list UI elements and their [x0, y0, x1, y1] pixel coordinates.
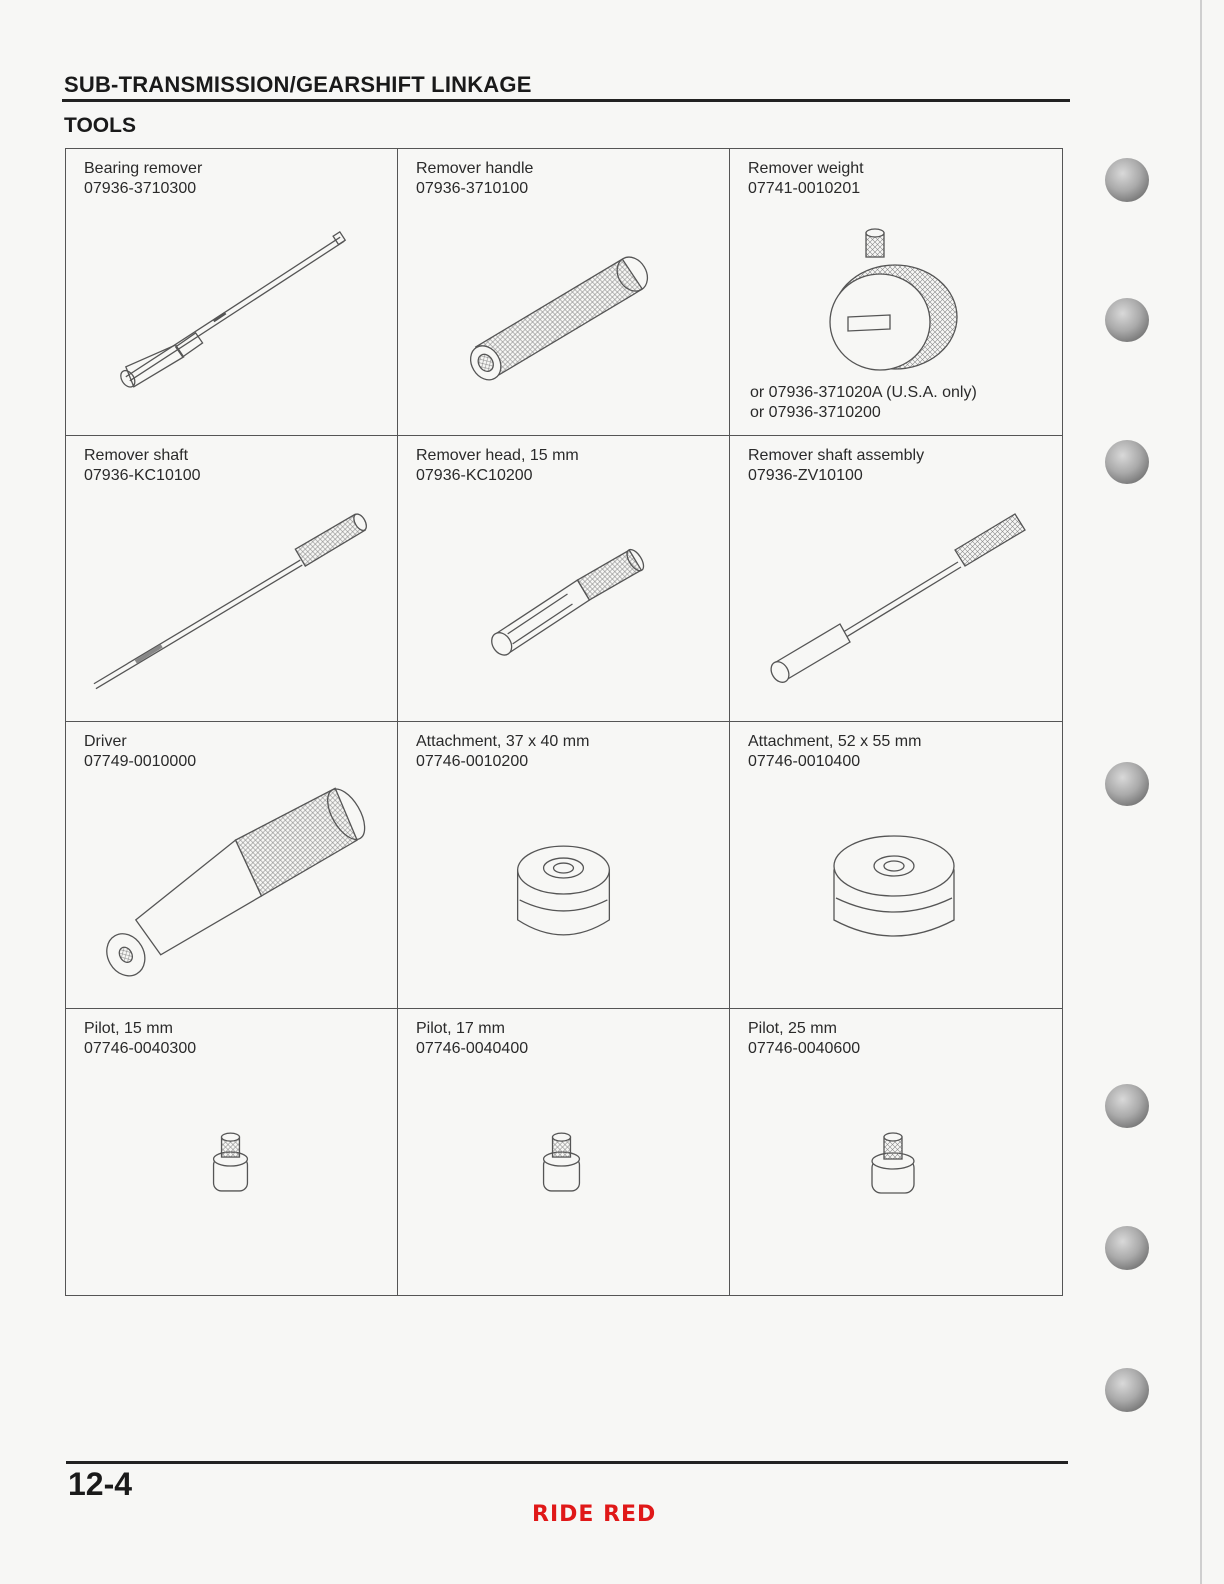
- remover-shaft-drawing: [66, 484, 397, 714]
- tool-cell-remover-head: [398, 436, 730, 723]
- pilot-25-drawing: [730, 1057, 1062, 1287]
- attachment-37x40-drawing: [398, 770, 729, 1000]
- page-edge: [1200, 0, 1202, 1584]
- attachment-52x55-drawing: [730, 770, 1062, 1000]
- tool-name: Remover weight: [748, 160, 864, 177]
- tool-cell-remover-shaft: [66, 436, 398, 723]
- pilot-17-drawing: [398, 1057, 729, 1287]
- tool-number: 07749-0010000: [84, 753, 197, 770]
- tool-name: Pilot, 25 mm: [748, 1019, 837, 1037]
- tool-cell-pilot-25: [730, 1009, 1062, 1296]
- tool-number: 07746-0040400: [416, 1039, 529, 1057]
- tool-number: 07746-0040600: [748, 1039, 861, 1057]
- binder-hole-icon: [1105, 1084, 1149, 1128]
- driver-drawing: [66, 770, 397, 1000]
- remover-handle-drawing: [398, 197, 729, 427]
- tool-name: Remover handle: [416, 160, 534, 177]
- section-title: SUB-TRANSMISSION/GEARSHIFT LINKAGE: [64, 72, 532, 97]
- tool-cell-driver: [66, 722, 398, 1009]
- tool-name: Pilot, 15 mm: [84, 1019, 173, 1037]
- alternative-number: or 07936-3710200: [750, 403, 881, 421]
- footer-rule: [66, 1461, 1068, 1464]
- tool-number: 07741-0010201: [748, 180, 861, 197]
- subsection-title: TOOLS: [64, 114, 136, 137]
- tool-cell-remover-shaft-assembly: [730, 436, 1062, 723]
- tool-number: 07936-KC10200: [416, 466, 533, 484]
- tool-cell-pilot-17: [398, 1009, 730, 1296]
- binder-hole-icon: [1105, 440, 1149, 484]
- tool-name: Bearing remover: [84, 160, 203, 177]
- tool-number: 07746-0040300: [84, 1039, 197, 1057]
- tool-name: Remover shaft assembly: [748, 446, 925, 464]
- binder-hole-icon: [1105, 158, 1149, 202]
- brand-logo: RIDE RED: [532, 1502, 657, 1527]
- tool-number: 07936-KC10100: [84, 466, 201, 484]
- tool-cell-bearing-remover: [66, 149, 398, 436]
- bearing-remover-drawing: [66, 197, 397, 427]
- remover-head-drawing: [398, 484, 729, 714]
- tool-number: 07936-ZV10100: [748, 466, 863, 484]
- tool-number: 07746-0010400: [748, 753, 861, 770]
- tool-name: Attachment, 52 x 55 mm: [748, 733, 922, 750]
- tool-cell-attachment-52x55: [730, 722, 1062, 1009]
- page-number: 12-4: [68, 1466, 133, 1502]
- binder-hole-icon: [1105, 298, 1149, 342]
- binder-hole-icon: [1105, 1226, 1149, 1270]
- pilot-15-drawing: [66, 1057, 397, 1287]
- tool-cell-remover-weight: [730, 149, 1062, 436]
- tool-name: Remover shaft: [84, 446, 189, 464]
- alternative-number: or 07936-371020A (U.S.A. only): [750, 383, 977, 401]
- binder-hole-icon: [1105, 1368, 1149, 1412]
- binder-hole-icon: [1105, 762, 1149, 806]
- tool-number: 07746-0010200: [416, 753, 529, 770]
- header-rule: [62, 99, 1070, 102]
- tool-number: 07936-3710100: [416, 180, 529, 197]
- tool-name: Driver: [84, 733, 127, 750]
- tool-cell-pilot-15: [66, 1009, 398, 1296]
- tool-name: Pilot, 17 mm: [416, 1019, 505, 1037]
- tool-cell-attachment-37x40: [398, 722, 730, 1009]
- alternative-numbers: [750, 383, 977, 423]
- tools-table: [65, 148, 1063, 1296]
- tool-number: 07936-3710300: [84, 180, 197, 197]
- remover-shaft-assembly-drawing: [730, 484, 1062, 714]
- tool-name: Remover head, 15 mm: [416, 446, 579, 464]
- tool-name: Attachment, 37 x 40 mm: [416, 733, 590, 750]
- tool-cell-remover-handle: [398, 149, 730, 436]
